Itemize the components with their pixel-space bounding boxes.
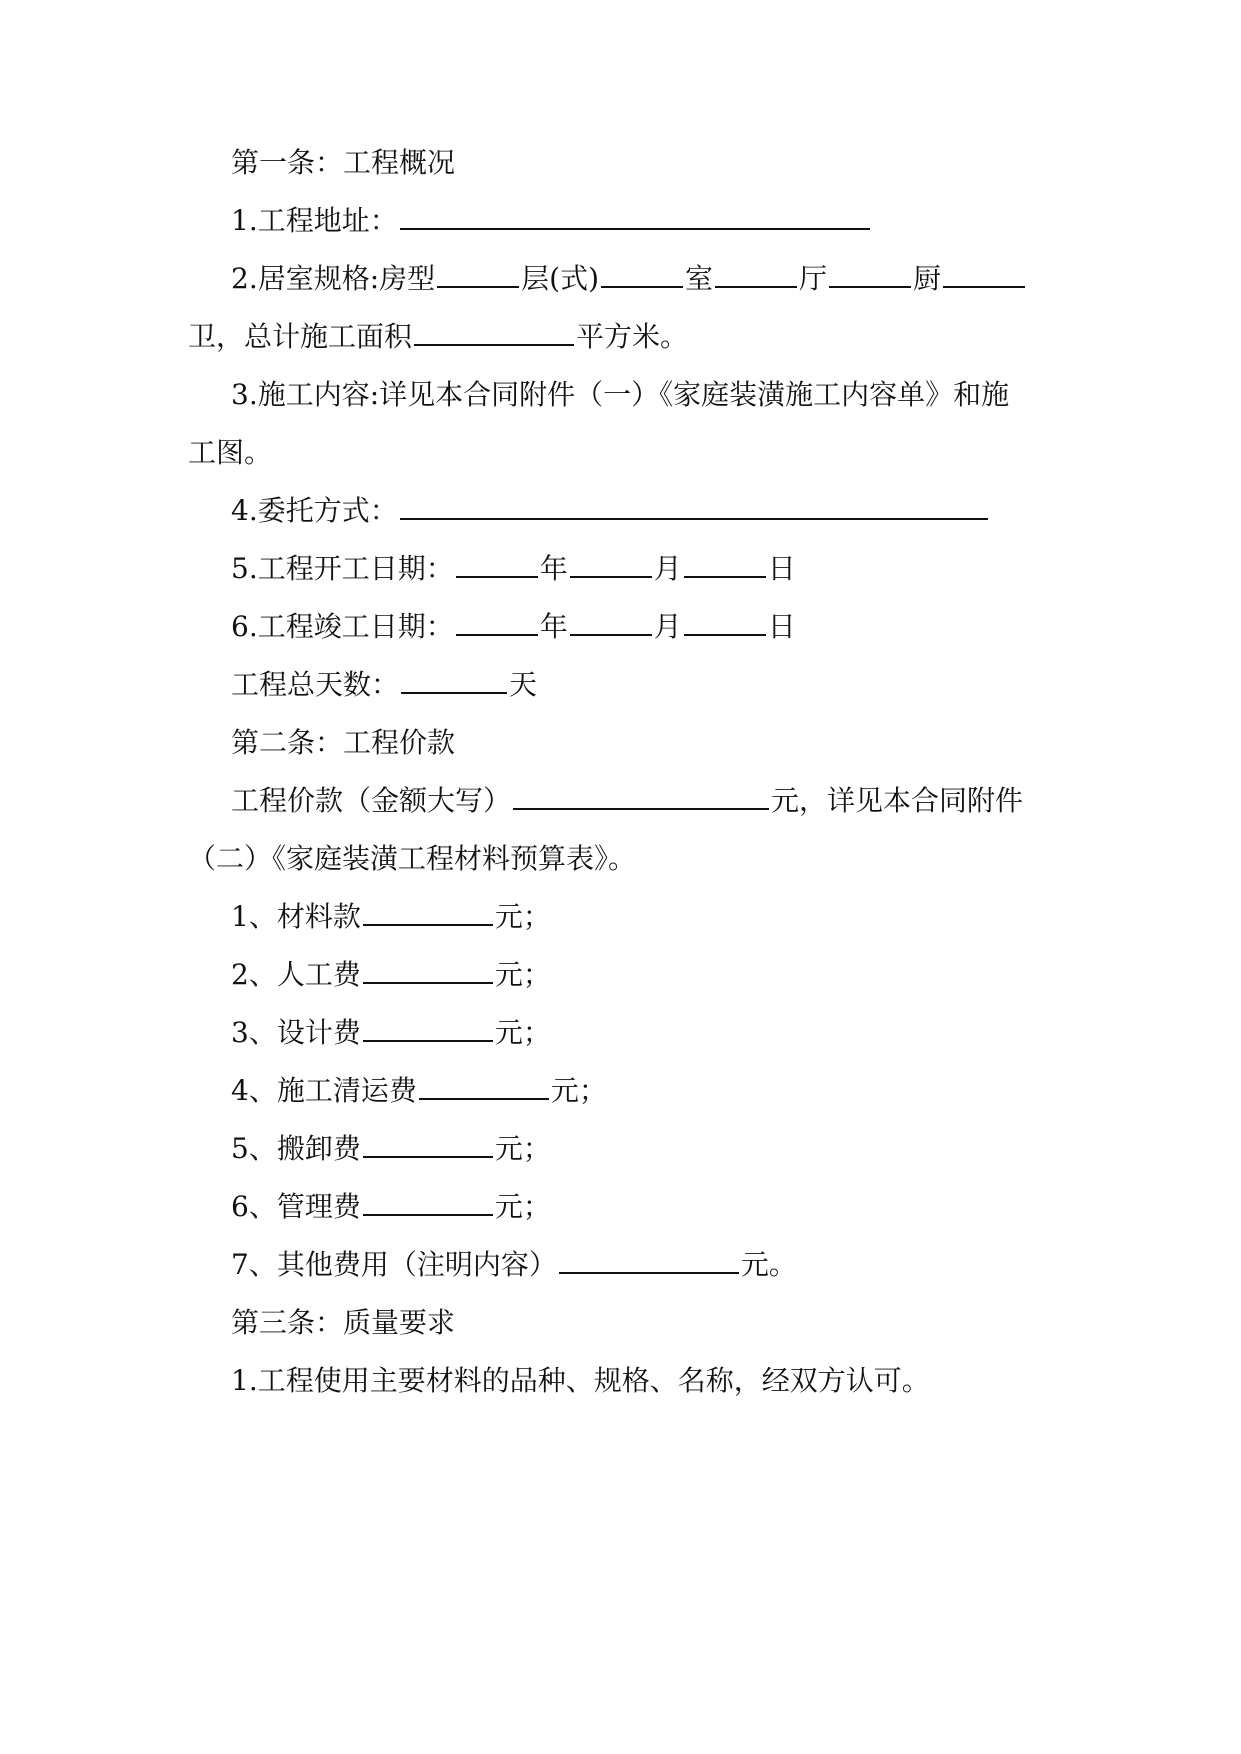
area-blank[interactable]	[414, 318, 574, 346]
end-year-blank[interactable]	[456, 608, 538, 636]
article3-heading: 第三条：质量要求	[231, 1306, 456, 1339]
start-month-blank[interactable]	[570, 550, 652, 578]
fee-blank[interactable]	[363, 1130, 493, 1158]
bath-count-blank[interactable]	[943, 260, 1025, 288]
fee-blank[interactable]	[363, 898, 493, 926]
room-spec-line: 2.居室规格:房型 层(式) 室 厅 厨	[0, 259, 1241, 299]
fee-blank[interactable]	[363, 956, 493, 984]
construction-content-line: 3.施工内容:详见本合同附件（一）《家庭装潢施工内容单》和施	[231, 378, 1010, 411]
price-cont-line: （二）《家庭装潢工程材料预算表》。	[188, 842, 637, 875]
fee-line: 2、人工费 元；	[231, 958, 551, 991]
price-line: 工程价款（金额大写） 元，详见本合同附件	[231, 784, 1024, 817]
hall-count-blank[interactable]	[715, 260, 797, 288]
article1-heading: 第一条：工程概况	[231, 146, 456, 179]
fee-blank[interactable]	[363, 1014, 493, 1042]
fee-line: 4、施工清运费 元；	[231, 1074, 607, 1107]
project-address-blank[interactable]	[400, 202, 870, 230]
end-month-blank[interactable]	[570, 608, 652, 636]
area-line: 卫，总计施工面积 平方米。	[188, 320, 689, 353]
fee-line: 3、设计费 元；	[231, 1016, 551, 1049]
start-date-line: 5.工程开工日期： 年 月 日	[231, 552, 796, 585]
start-day-blank[interactable]	[684, 550, 766, 578]
start-year-blank[interactable]	[456, 550, 538, 578]
total-days-blank[interactable]	[401, 666, 507, 694]
end-day-blank[interactable]	[684, 608, 766, 636]
material-approval-line: 1.工程使用主要材料的品种、规格、名称，经双方认可。	[231, 1364, 930, 1397]
fee-line: 1、材料款 元；	[231, 900, 551, 933]
room-count-blank[interactable]	[601, 260, 683, 288]
total-days-line: 工程总天数： 天	[231, 668, 538, 701]
house-type-blank[interactable]	[437, 260, 519, 288]
fee-line: 6、管理费 元；	[231, 1190, 551, 1223]
fee-line: 5、搬卸费 元；	[231, 1132, 551, 1165]
commission-method-line: 4.委托方式：	[0, 491, 1241, 531]
commission-method-blank[interactable]	[400, 492, 988, 520]
article2-heading: 第二条：工程价款	[231, 726, 456, 759]
end-date-line: 6.工程竣工日期： 年 月 日	[231, 610, 796, 643]
construction-content-cont: 工图。	[188, 436, 273, 469]
fee-blank[interactable]	[363, 1188, 493, 1216]
fee-blank[interactable]	[559, 1246, 739, 1274]
project-address-line: 1.工程地址：	[0, 201, 1241, 241]
kitchen-count-blank[interactable]	[829, 260, 911, 288]
price-amount-blank[interactable]	[513, 782, 769, 810]
fee-blank[interactable]	[419, 1072, 549, 1100]
fee-line: 7、其他费用（注明内容） 元。	[231, 1248, 797, 1281]
